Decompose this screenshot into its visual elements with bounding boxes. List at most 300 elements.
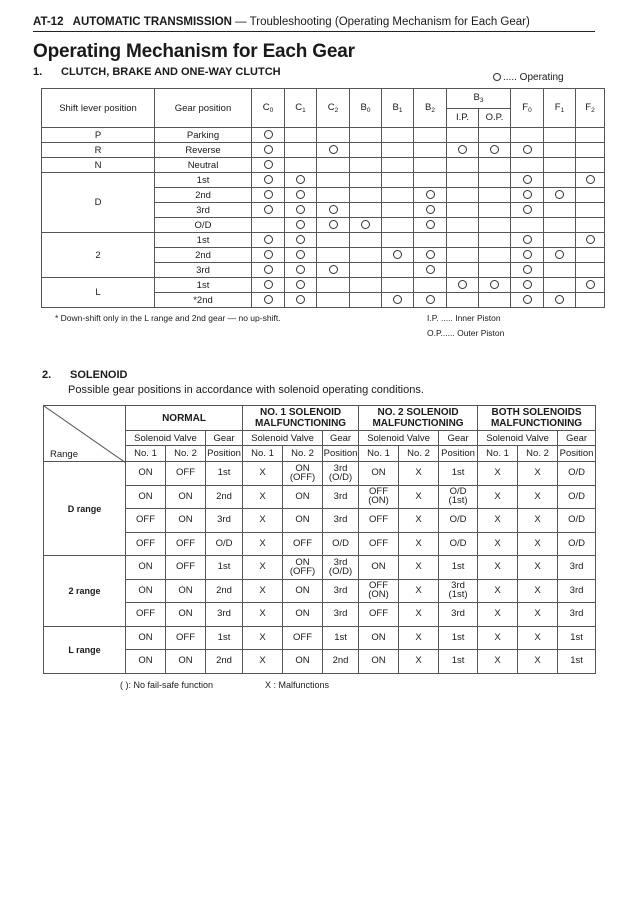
operation-cell	[252, 128, 285, 143]
operation-cell	[252, 293, 285, 308]
operation-cell	[544, 278, 576, 293]
value-cell: X	[518, 556, 558, 580]
operation-cell	[382, 128, 414, 143]
table-row	[42, 128, 605, 143]
value-cell: 1st	[439, 556, 478, 580]
value-cell: O/D	[439, 532, 478, 556]
circle-icon	[426, 190, 435, 199]
value-cell: 3rd	[323, 603, 359, 627]
abbr-inner-piston	[427, 313, 501, 323]
range-header: Range	[50, 449, 78, 460]
operation-cell	[285, 188, 317, 203]
value-cell: 3rd	[558, 579, 596, 603]
operation-cell	[414, 158, 447, 173]
operation-cell	[414, 188, 447, 203]
value-cell: ON	[126, 462, 166, 486]
value-cell: X	[243, 603, 283, 627]
value-cell: X	[243, 485, 283, 509]
operation-cell	[382, 203, 414, 218]
shift-lever-cell: 2	[42, 233, 155, 278]
value-cell: OFF	[283, 532, 323, 556]
section2-number: 2.	[42, 369, 52, 381]
operation-cell	[414, 203, 447, 218]
shift-lever-cell: L	[42, 278, 155, 308]
operation-cell	[447, 158, 479, 173]
circle-icon	[523, 235, 532, 244]
value-cell: ON	[283, 509, 323, 533]
table-row	[44, 509, 596, 533]
value-cell: X	[399, 556, 439, 580]
solenoid-valve-header: Solenoid Valve	[243, 431, 323, 446]
position-header: Position	[558, 446, 596, 462]
value-cell: X	[399, 462, 439, 486]
value-cell: X	[243, 650, 283, 674]
no2-header: No. 2	[166, 446, 206, 462]
gear-position-cell: O/D	[155, 218, 252, 233]
operation-cell	[576, 203, 605, 218]
value-cell: ON	[359, 626, 399, 650]
operation-cell	[576, 218, 605, 233]
value-cell: OFF	[166, 462, 206, 486]
operation-cell	[382, 188, 414, 203]
gear-position-cell: 2nd	[155, 248, 252, 263]
value-cell: OFF	[359, 509, 399, 533]
subscript: 2	[431, 107, 435, 114]
value-cell: OFF	[126, 603, 166, 627]
value-cell: 1st	[323, 626, 359, 650]
value-cell: ON	[283, 650, 323, 674]
no2-header: No. 2	[518, 446, 558, 462]
operation-cell	[576, 158, 605, 173]
value-cell: 1st	[206, 556, 243, 580]
value-cell: X	[478, 650, 518, 674]
operation-cell	[317, 233, 350, 248]
circle-icon	[329, 265, 338, 274]
operation-cell	[544, 188, 576, 203]
circle-icon	[264, 175, 273, 184]
value-cell: 2nd	[206, 579, 243, 603]
operation-cell	[479, 143, 511, 158]
value-cell: 3rd	[206, 509, 243, 533]
position-header: Position	[206, 446, 243, 462]
value-cell: X	[518, 532, 558, 556]
b3-op-header: O.P.	[479, 108, 511, 128]
table-row	[44, 485, 596, 509]
b2-header: $B_2$	[414, 89, 447, 128]
operation-cell	[350, 278, 382, 293]
value-cell: OFF	[166, 626, 206, 650]
two-line-value: ON (OFF)	[289, 462, 316, 483]
value-cell: ON	[283, 603, 323, 627]
circle-icon	[264, 145, 273, 154]
operation-cell	[576, 233, 605, 248]
circle-icon	[555, 295, 564, 304]
operating-legend	[493, 72, 564, 83]
operation-cell	[511, 188, 544, 203]
value-cell: X	[518, 626, 558, 650]
operation-cell	[576, 188, 605, 203]
operation-cell	[285, 263, 317, 278]
circle-icon	[586, 280, 595, 289]
value-cell: OFF	[126, 532, 166, 556]
operation-cell	[350, 293, 382, 308]
circle-icon	[490, 280, 499, 289]
circle-icon	[361, 220, 370, 229]
operation-cell	[252, 143, 285, 158]
circle-icon	[555, 250, 564, 259]
no1-header: No. 1	[359, 446, 399, 462]
value-cell: X	[478, 603, 518, 627]
clutch-brake-table	[41, 88, 605, 308]
operation-cell	[414, 278, 447, 293]
gear-position-cell: 2nd	[155, 188, 252, 203]
range-label-cell: 2 range	[44, 556, 126, 627]
circle-icon	[296, 295, 305, 304]
solenoid-table-header	[44, 406, 596, 462]
value-cell: O/D	[558, 532, 596, 556]
c1-header: $C_1$	[285, 89, 317, 128]
circle-icon	[426, 295, 435, 304]
operation-cell	[252, 173, 285, 188]
operation-cell	[252, 158, 285, 173]
value-cell: 1st	[558, 650, 596, 674]
operation-cell	[382, 263, 414, 278]
operation-cell	[479, 188, 511, 203]
value-cell: OFF	[359, 603, 399, 627]
solenoid-table	[43, 405, 596, 674]
value-cell: X	[518, 462, 558, 486]
operation-cell	[511, 218, 544, 233]
value-cell: X	[518, 603, 558, 627]
value-cell: ON	[166, 579, 206, 603]
value-cell: 3rd	[558, 556, 596, 580]
operating-legend-text: ..... Operating	[503, 72, 564, 83]
operation-cell	[317, 293, 350, 308]
two-line-value: 3rd (O/D)	[328, 556, 353, 577]
operation-cell	[544, 248, 576, 263]
footnote: * Down-shift only in the L range and 2nd gear — no up-shift.	[55, 313, 281, 323]
operation-cell	[544, 158, 576, 173]
circle-icon	[523, 265, 532, 274]
circle-icon	[555, 190, 564, 199]
c0-header: $C_0$	[252, 89, 285, 128]
operation-cell	[511, 263, 544, 278]
section1-heading	[33, 66, 281, 78]
circle-icon	[490, 145, 499, 154]
no2-header: No. 2	[283, 446, 323, 462]
operation-cell	[350, 158, 382, 173]
b3-header: $B_3$	[447, 89, 511, 109]
table-row	[44, 579, 596, 603]
no2-header: No. 2	[399, 446, 439, 462]
value-cell: X	[399, 650, 439, 674]
circle-icon	[393, 250, 402, 259]
value-cell: X	[399, 603, 439, 627]
operation-cell	[544, 218, 576, 233]
operation-cell	[252, 278, 285, 293]
operation-cell	[576, 128, 605, 143]
operation-cell	[317, 218, 350, 233]
operation-cell	[447, 233, 479, 248]
both-malfunction-header	[478, 406, 596, 431]
shift-lever-cell: D	[42, 173, 155, 233]
operation-cell	[382, 233, 414, 248]
subscript: 0	[528, 107, 532, 114]
operation-cell	[544, 263, 576, 278]
abbr-op-meaning: Outer Piston	[457, 328, 505, 338]
value-cell: X	[478, 485, 518, 509]
value-cell: X	[399, 485, 439, 509]
operation-cell	[479, 218, 511, 233]
operation-cell	[511, 278, 544, 293]
solenoid-table-body	[44, 462, 596, 674]
gear-position-header: Gear position	[155, 89, 252, 128]
operation-cell	[511, 233, 544, 248]
section2-heading	[42, 369, 127, 381]
value-cell	[439, 579, 478, 603]
gear-position-cell: Reverse	[155, 143, 252, 158]
value-cell: 3rd	[439, 603, 478, 627]
operation-cell	[317, 263, 350, 278]
operation-cell	[511, 128, 544, 143]
gear-position-cell: 1st	[155, 233, 252, 248]
operation-cell	[576, 173, 605, 188]
malfunctions-legend: X : Malfunctions	[265, 680, 330, 690]
circle-icon	[329, 145, 338, 154]
value-cell: X	[243, 509, 283, 533]
value-cell: ON	[283, 579, 323, 603]
value-cell: X	[243, 462, 283, 486]
value-cell	[323, 556, 359, 580]
value-cell: X	[399, 579, 439, 603]
operation-cell	[350, 233, 382, 248]
circle-icon	[586, 175, 595, 184]
gear-position-cell: 1st	[155, 173, 252, 188]
operation-cell	[350, 248, 382, 263]
solenoid-valve-header: Solenoid Valve	[126, 431, 206, 446]
running-header	[33, 14, 595, 32]
value-cell: ON	[283, 485, 323, 509]
operation-cell	[382, 158, 414, 173]
circle-icon	[523, 295, 532, 304]
b1-header: $B_1$	[382, 89, 414, 128]
table-row	[42, 233, 605, 248]
table-row	[42, 158, 605, 173]
circle-icon	[426, 250, 435, 259]
operation-cell	[479, 233, 511, 248]
value-cell: ON	[126, 556, 166, 580]
section2-description: Possible gear positions in accordance with solenoid operating conditions.	[68, 384, 424, 396]
gear-position-cell: *2nd	[155, 293, 252, 308]
cond-line2: MALFUNCTIONING	[254, 418, 347, 429]
section1-number: 1.	[33, 66, 43, 78]
circle-icon	[426, 265, 435, 274]
operation-cell	[479, 173, 511, 188]
operation-cell	[350, 188, 382, 203]
table-row	[44, 532, 596, 556]
solenoid-valve-header: Solenoid Valve	[359, 431, 439, 446]
cond-line1: NORMAL	[162, 412, 206, 424]
value-cell: ON	[166, 603, 206, 627]
circle-icon	[296, 220, 305, 229]
subscript: 1	[398, 107, 403, 114]
operation-cell	[576, 278, 605, 293]
value-cell: X	[478, 579, 518, 603]
operation-cell	[317, 158, 350, 173]
circle-icon	[264, 205, 273, 214]
circle-icon	[393, 295, 402, 304]
cond-line1: BOTH SOLENOIDS	[491, 407, 582, 418]
operation-cell	[447, 188, 479, 203]
section1-title: CLUTCH, BRAKE AND ONE-WAY CLUTCH	[61, 66, 281, 78]
operation-cell	[252, 188, 285, 203]
circle-icon	[296, 190, 305, 199]
value-cell: ON	[166, 650, 206, 674]
value-cell: 1st	[206, 626, 243, 650]
abbr-outer-piston	[427, 328, 504, 338]
value-cell: X	[518, 509, 558, 533]
circle-icon	[523, 190, 532, 199]
value-cell: X	[243, 626, 283, 650]
value-cell: O/D	[323, 532, 359, 556]
operation-cell	[317, 173, 350, 188]
f0-header: $F_0$	[511, 89, 544, 128]
operation-cell	[414, 233, 447, 248]
operation-cell	[511, 203, 544, 218]
circle-icon	[264, 295, 273, 304]
value-cell: X	[399, 509, 439, 533]
section-name: AUTOMATIC TRANSMISSION	[72, 16, 232, 28]
value-cell: X	[478, 532, 518, 556]
circle-icon	[264, 250, 273, 259]
circle-icon	[264, 265, 273, 274]
circle-icon	[296, 205, 305, 214]
operation-cell	[382, 248, 414, 263]
operation-cell	[252, 203, 285, 218]
table-body	[42, 128, 605, 308]
table-row	[44, 462, 596, 486]
subscript: 3	[479, 97, 484, 105]
value-cell: X	[478, 509, 518, 533]
gear-position-cell: Neutral	[155, 158, 252, 173]
operation-cell	[285, 158, 317, 173]
f2-header: $F_2$	[576, 89, 605, 128]
value-cell: X	[518, 485, 558, 509]
c2-header: $C_2$	[317, 89, 350, 128]
circle-icon	[296, 280, 305, 289]
operation-cell	[479, 203, 511, 218]
operation-cell	[447, 128, 479, 143]
value-cell: ON	[359, 462, 399, 486]
operation-cell	[252, 263, 285, 278]
operation-cell	[350, 143, 382, 158]
operation-cell	[576, 293, 605, 308]
circle-icon	[264, 280, 273, 289]
operation-cell	[414, 263, 447, 278]
gear-header: Gear	[558, 431, 596, 446]
operation-cell	[511, 143, 544, 158]
value-cell: X	[478, 462, 518, 486]
cond-line1: NO. 2 SOLENOID	[377, 407, 459, 418]
value-cell: X	[243, 556, 283, 580]
operation-cell	[350, 173, 382, 188]
circle-icon	[586, 235, 595, 244]
b0-header: $B_0$	[350, 89, 382, 128]
value-cell: ON	[126, 579, 166, 603]
value-cell: O/D	[439, 509, 478, 533]
operation-cell	[414, 173, 447, 188]
shift-lever-cell: P	[42, 128, 155, 143]
value-cell: 1st	[439, 626, 478, 650]
operation-cell	[544, 173, 576, 188]
circle-icon	[523, 250, 532, 259]
operation-cell	[350, 263, 382, 278]
value-cell: ON	[126, 650, 166, 674]
two-line-value: ON (OFF)	[289, 556, 316, 577]
table-row	[42, 278, 605, 293]
operation-cell	[447, 218, 479, 233]
section2-title: SOLENOID	[70, 369, 128, 381]
operation-cell	[414, 143, 447, 158]
operation-cell	[479, 248, 511, 263]
cond-line1: NO. 1 SOLENOID	[259, 407, 342, 418]
value-cell: 3rd	[206, 603, 243, 627]
value-cell: 1st	[558, 626, 596, 650]
abbr-op: O.P......	[427, 328, 455, 338]
operation-cell	[252, 233, 285, 248]
operation-cell	[414, 293, 447, 308]
range-header-cell	[44, 406, 126, 462]
circle-icon	[296, 175, 305, 184]
table-row	[44, 650, 596, 674]
value-cell	[359, 579, 399, 603]
value-cell	[283, 462, 323, 486]
operation-cell	[285, 128, 317, 143]
operation-cell	[285, 293, 317, 308]
value-cell: X	[399, 626, 439, 650]
normal-header	[126, 406, 243, 431]
b3-ip-header: I.P.	[447, 108, 479, 128]
value-cell: 2nd	[206, 650, 243, 674]
circle-icon	[264, 130, 273, 139]
subscript: 0	[269, 107, 274, 114]
operation-cell	[317, 278, 350, 293]
table-row	[44, 603, 596, 627]
operation-cell	[479, 158, 511, 173]
operation-cell	[350, 218, 382, 233]
operation-cell	[317, 188, 350, 203]
operation-cell	[447, 278, 479, 293]
circle-icon	[264, 160, 273, 169]
operation-cell	[511, 158, 544, 173]
value-cell: ON	[166, 485, 206, 509]
operation-cell	[317, 143, 350, 158]
value-cell: O/D	[206, 532, 243, 556]
operation-cell	[414, 248, 447, 263]
value-cell: ON	[359, 650, 399, 674]
operation-cell	[479, 263, 511, 278]
range-label-cell: D range	[44, 462, 126, 556]
operation-cell	[382, 173, 414, 188]
value-cell: OFF	[359, 532, 399, 556]
table-row	[44, 556, 596, 580]
no1-header: No. 1	[478, 446, 518, 462]
abbr-ip-meaning: Inner Piston	[455, 313, 501, 323]
subscript: 1	[560, 107, 565, 114]
value-cell: 3rd	[558, 603, 596, 627]
operation-cell	[317, 203, 350, 218]
circle-icon	[523, 145, 532, 154]
